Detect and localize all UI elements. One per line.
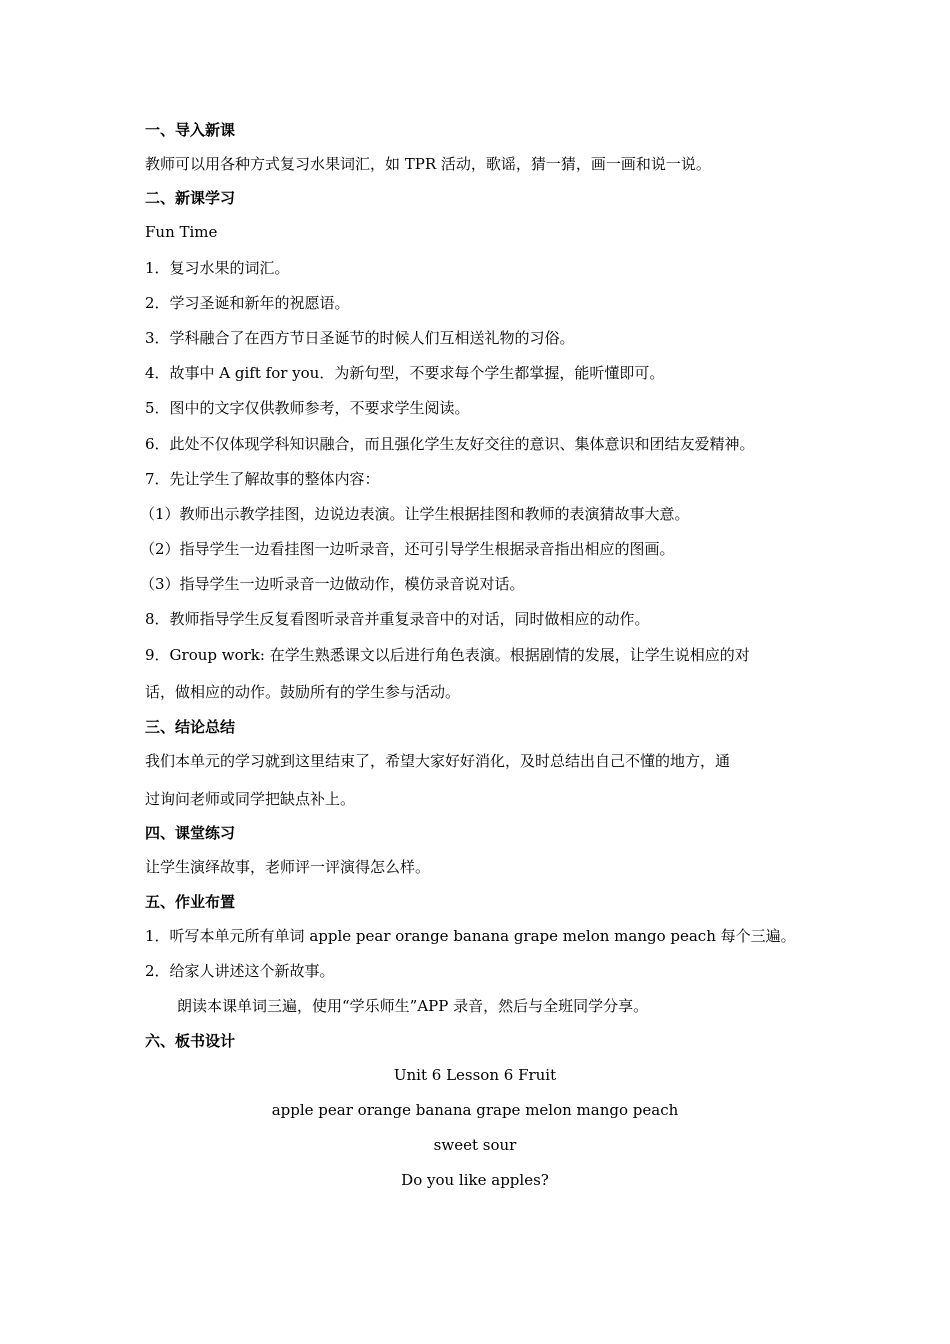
list-item-7: 7．先让学生了解故事的整体内容： [145,470,380,488]
list-item-8: 8．教师指导学生反复看图听录音并重复录音中的对话，同时做相应的动作。 [145,610,650,628]
paragraph-practice: 让学生演绎故事，老师评一评演得怎么样。 [145,858,431,876]
section-heading-board-design: 六、板书设计 [145,1032,236,1050]
list-item-4: 4．故事中 A gift for you．为新句型，不要求每个学生都掌握，能听懂即可。 [145,364,665,382]
list-item-2: 2．学习圣诞和新年的祝愿语。 [145,294,350,312]
list-item-1: 1．复习水果的词汇。 [145,259,290,277]
homework-item-1: 1．听写本单元所有单词 apple pear orange banana grape melon mango peach 每个三遍。 [145,927,796,945]
sub-item-1: （1）教师出示教学挂图，边说边表演。让学生根据挂图和教师的表演猜故事大意。 [140,505,690,523]
homework-note: 朗读本课单词三遍，使用“学乐师生”APP 录音，然后与全班同学分享。 [177,997,649,1015]
list-item-9-continued: 话，做相应的动作。鼓励所有的学生参与活动。 [145,683,461,701]
section-heading-intro: 一、导入新课 [145,121,236,139]
board-question: Do you like apples? [401,1171,549,1189]
paragraph-summary-continued: 过询问老师或同学把缺点补上。 [145,790,356,808]
section-heading-homework: 五、作业布置 [145,893,236,911]
list-item-9: 9．Group work: 在学生熟悉课文以后进行角色表演。根据剧情的发展，让学生说相应的对 [145,646,750,664]
list-item-3: 3．学科融合了在西方节日圣诞节的时候人们互相送礼物的习俗。 [145,329,575,347]
section-heading-new-lesson: 二、新课学习 [145,189,236,207]
list-item-6: 6．此处不仅体现学科知识融合，而且强化学生友好交往的意识、集体意识和团结友爱精神。 [145,435,755,453]
list-item-5: 5．图中的文字仅供教师参考，不要求学生阅读。 [145,399,470,417]
board-title: Unit 6 Lesson 6 Fruit [393,1066,557,1084]
homework-item-2: 2．给家人讲述这个新故事。 [145,962,335,980]
board-adjectives: sweet sour [433,1136,517,1154]
paragraph-intro: 教师可以用各种方式复习水果词汇，如 TPR 活动，歌谣，猜一猜，画一画和说一说。 [145,155,711,173]
sub-item-2: （2）指导学生一边看挂图一边听录音，还可引导学生根据录音指出相应的图画。 [140,540,675,558]
sub-item-3: （3）指导学生一边听录音一边做动作，模仿录音说对话。 [140,575,525,593]
section-heading-practice: 四、课堂练习 [145,824,236,842]
subheading-fun-time: Fun Time [145,223,218,241]
section-heading-summary: 三、结论总结 [145,718,236,736]
paragraph-summary: 我们本单元的学习就到这里结束了，希望大家好好消化，及时总结出自己不懂的地方，通 [145,752,731,770]
board-vocabulary: apple pear orange banana grape melon mango peach [271,1101,679,1119]
